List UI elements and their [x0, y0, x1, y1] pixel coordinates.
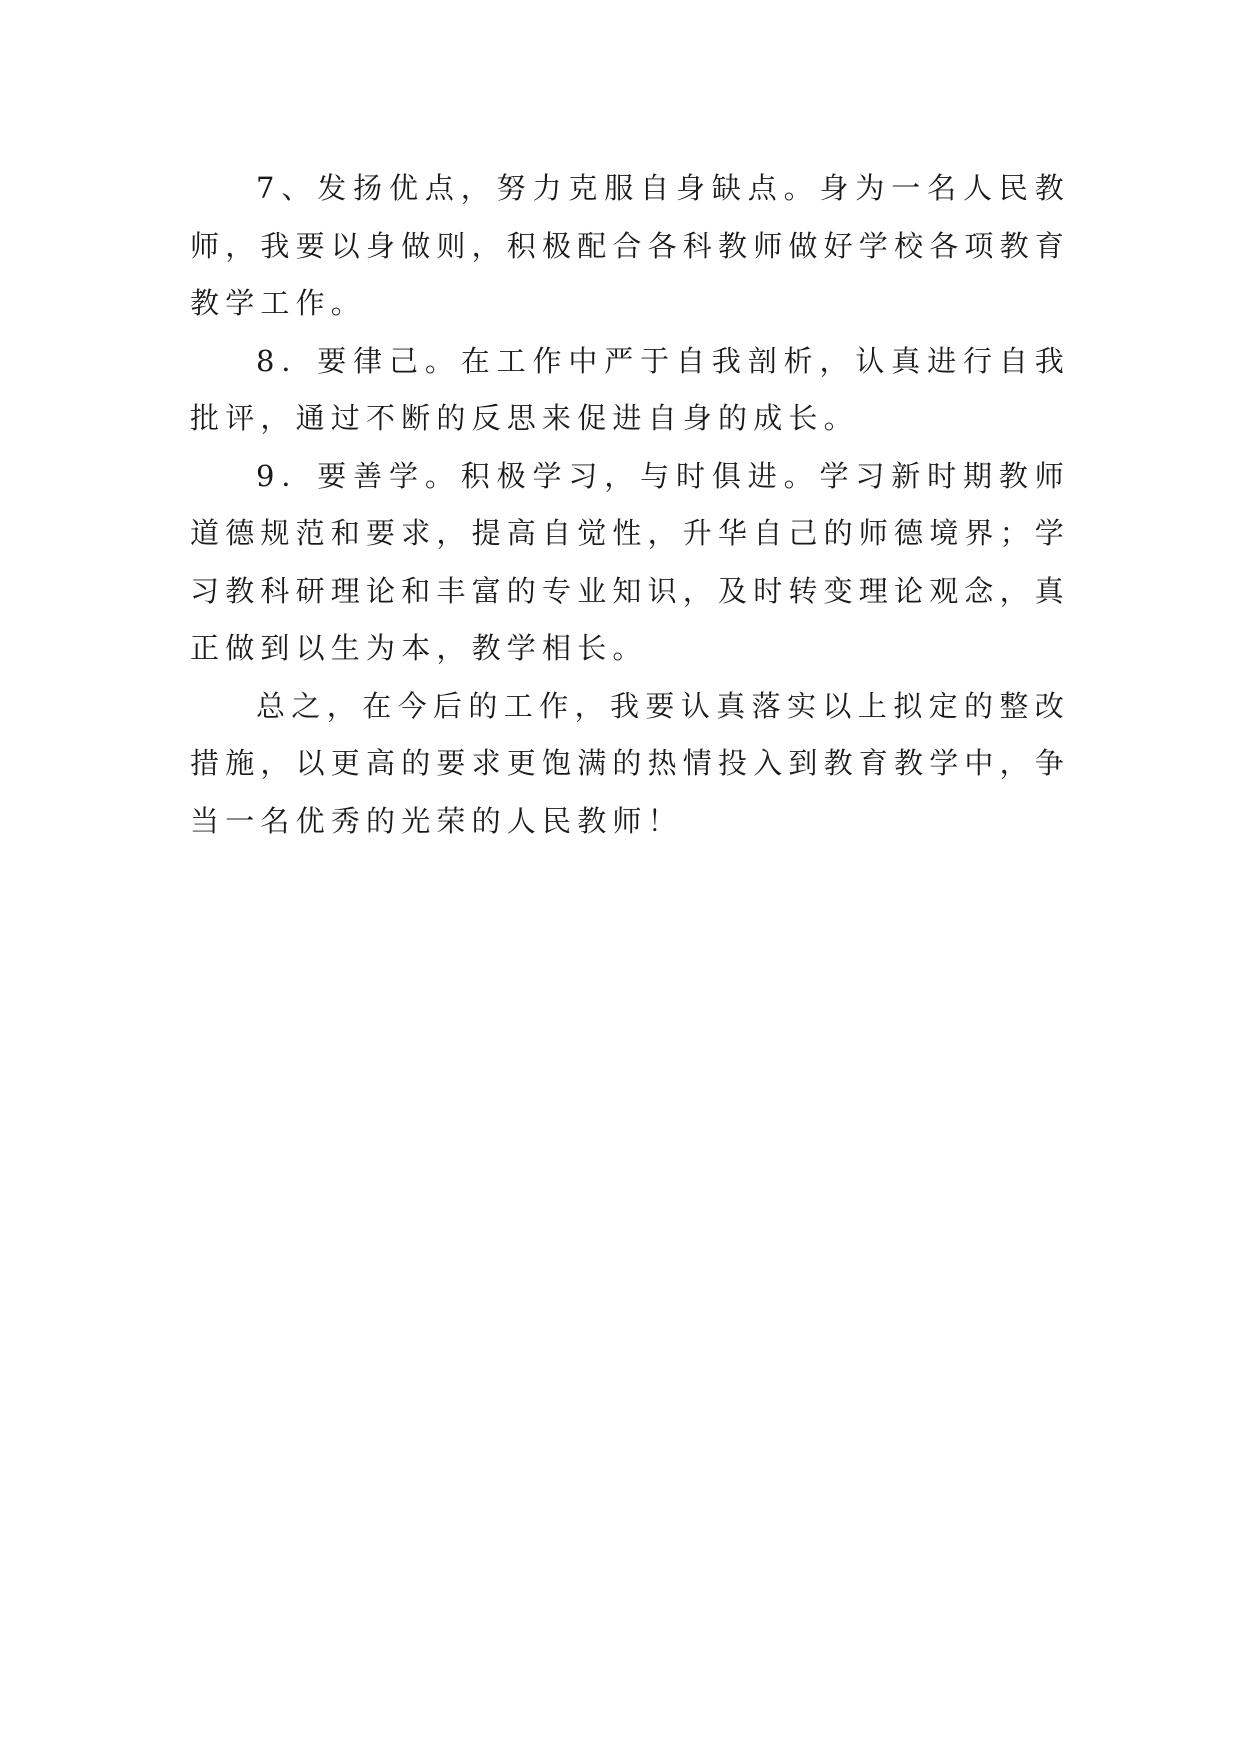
paragraph-conclusion: 总之，在今后的工作，我要认真落实以上拟定的整改措施，以更高的要求更饱满的热情投入到教育教学中，争当一名优秀的光荣的人民教师！	[190, 688, 1071, 838]
document-body	[190, 160, 1070, 850]
paragraph-item-7: 7、发扬优点，努力克服自身缺点。身为一名人民教师，我要以身做则，积极配合各科教师做好学校各项教育教学工作。	[190, 171, 1071, 320]
paragraph-item-9: 9．要善学。积极学习，与时俱进。学习新时期教师道德规范和要求，提高自觉性，升华自己的师德境界；学习教科研理论和丰富的专业知识，及时转变理论观念，真正做到以生为本，教学相长。	[190, 458, 1071, 665]
paragraph-item-8: 8．要律己。在工作中严于自我剖析，认真进行自我批评，通过不断的反思来促进自身的成长。	[190, 343, 1070, 435]
